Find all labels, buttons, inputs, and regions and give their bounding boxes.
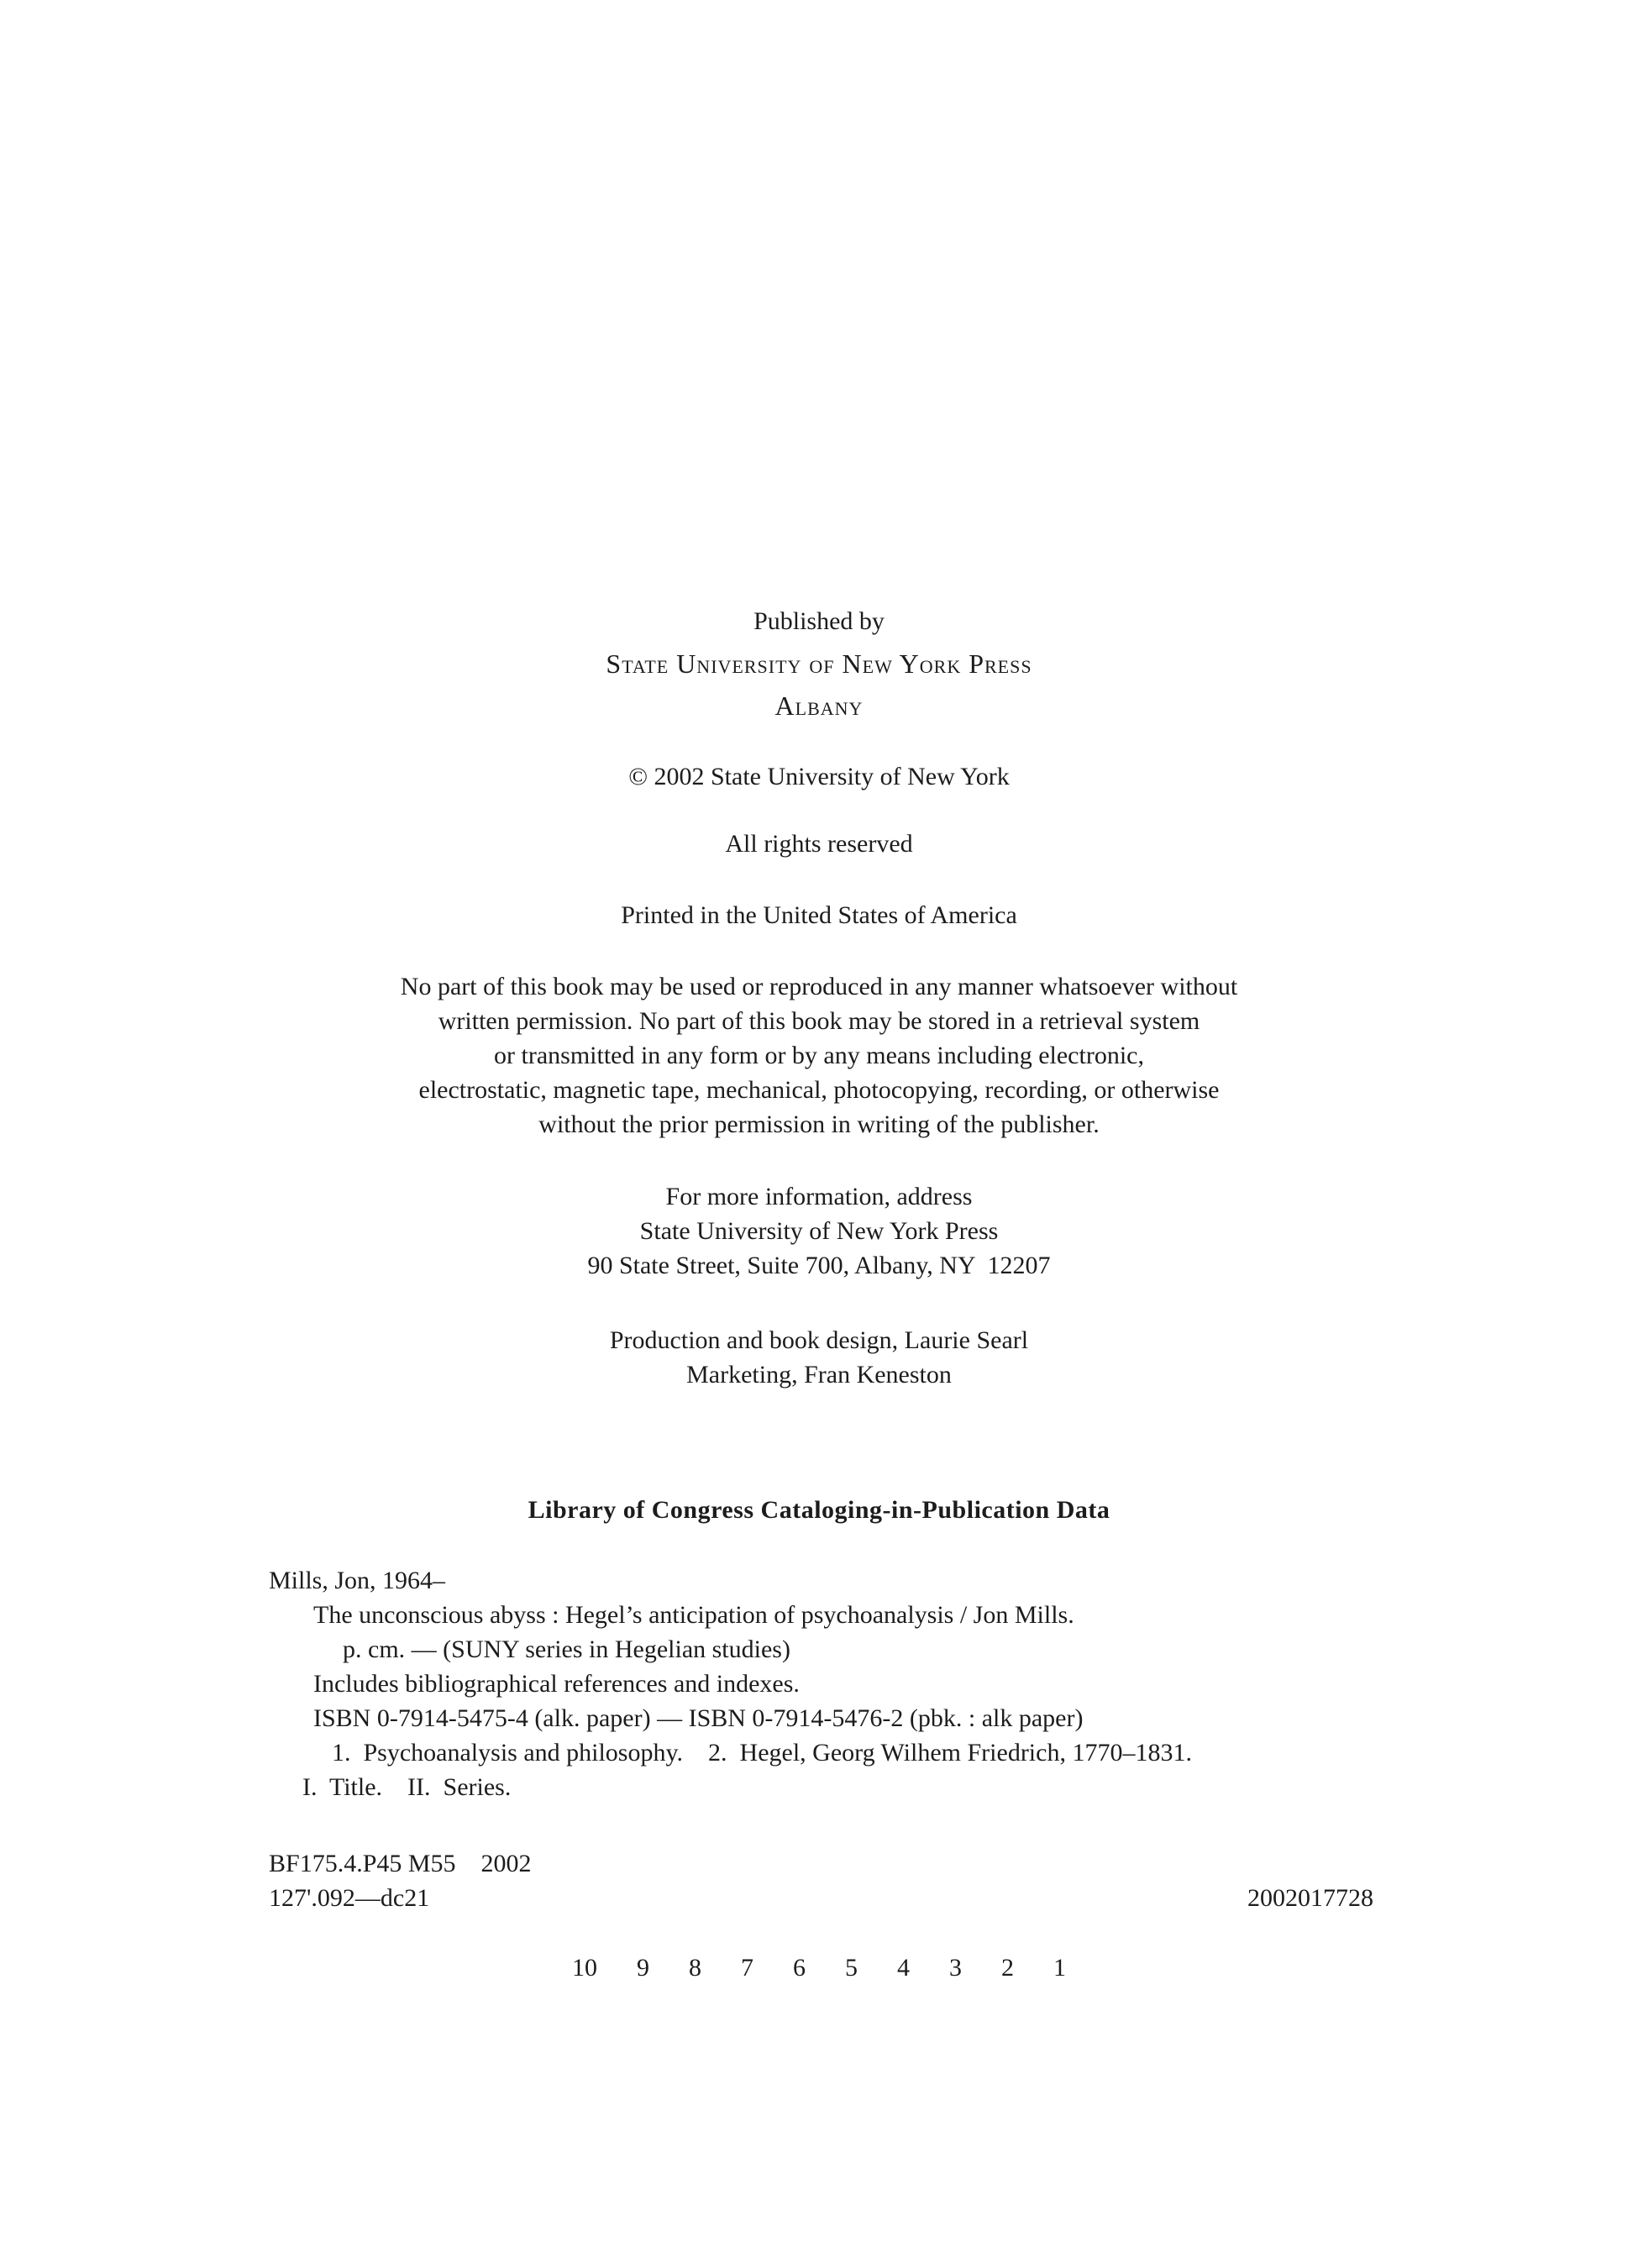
loc-heading: Library of Congress Cataloging-in-Publication Data bbox=[528, 1496, 1110, 1524]
printing-number: 6 bbox=[793, 1954, 806, 1982]
publisher-city: Albany bbox=[774, 690, 864, 721]
catalog-line: Mills, Jon, 1964– bbox=[269, 1567, 446, 1594]
printing-number: 2 bbox=[1001, 1954, 1014, 1982]
permission-line: No part of this book may be used or reproduced in any manner whatsoever without bbox=[400, 973, 1238, 1000]
catalog-line: I. Title. II. Series. bbox=[302, 1773, 512, 1801]
catalog-block bbox=[269, 1563, 1373, 1804]
publisher-block bbox=[0, 601, 1638, 727]
printing-number: 5 bbox=[845, 1954, 858, 1982]
permission-line: electrostatic, magnetic tape, mechanical, photocopying, recording, or otherwise bbox=[418, 1076, 1220, 1104]
copyright-line: © 2002 State University of New York bbox=[628, 763, 1010, 790]
address-block bbox=[0, 1179, 1638, 1283]
printing-number: 4 bbox=[897, 1954, 910, 1982]
call-number-block bbox=[269, 1846, 1373, 1915]
catalog-line: 1. Psychoanalysis and philosophy. 2. Hegel, Georg Wilhem Friedrich, 1770–1831. bbox=[332, 1739, 1192, 1767]
printing-number: 10 bbox=[572, 1954, 597, 1982]
credits-line: Production and book design, Laurie Searl bbox=[609, 1326, 1029, 1354]
publisher-name: State University of New York Press bbox=[606, 648, 1032, 679]
published-by-line: Published by bbox=[753, 607, 885, 635]
call-number-line: BF175.4.P45 M55 2002 bbox=[269, 1850, 532, 1877]
credits-block bbox=[0, 1323, 1638, 1392]
printing-number: 1 bbox=[1053, 1954, 1066, 1982]
printing-number: 7 bbox=[741, 1954, 753, 1982]
printing-number: 3 bbox=[949, 1954, 962, 1982]
permission-line: written permission. No part of this book may be stored in a retrieval system bbox=[438, 1007, 1200, 1035]
address-line: For more information, address bbox=[665, 1183, 973, 1210]
catalog-line: ISBN 0-7914-5475-4 (alk. paper) — ISBN 0-7914-5476-2 (pbk. : alk paper) bbox=[313, 1704, 1084, 1732]
permission-line: or transmitted in any form or by any means including electronic, bbox=[494, 1042, 1144, 1069]
printing-numbers-row bbox=[0, 1950, 1638, 1985]
catalog-line: p. cm. — (SUNY series in Hegelian studies) bbox=[343, 1635, 790, 1663]
lccn-number: 2002017728 bbox=[1247, 1884, 1373, 1912]
dewey-row bbox=[269, 1881, 1373, 1915]
printed-line: Printed in the United States of America bbox=[621, 901, 1017, 929]
address-line: State University of New York Press bbox=[639, 1217, 999, 1245]
rights-line: All rights reserved bbox=[725, 830, 913, 858]
permission-line: without the prior permission in writing of the publisher. bbox=[538, 1110, 1100, 1138]
permission-paragraph bbox=[0, 969, 1638, 1142]
dewey-number: 127'.092—dc21 bbox=[269, 1884, 430, 1912]
catalog-line: The unconscious abyss : Hegel’s anticipation of psychoanalysis / Jon Mills. bbox=[313, 1601, 1074, 1629]
printing-number: 8 bbox=[689, 1954, 701, 1982]
printing-number: 9 bbox=[637, 1954, 649, 1982]
address-line: 90 State Street, Suite 700, Albany, NY 12207 bbox=[587, 1252, 1051, 1279]
catalog-line: Includes bibliographical references and indexes. bbox=[313, 1670, 800, 1698]
credits-line: Marketing, Fran Keneston bbox=[686, 1361, 952, 1389]
